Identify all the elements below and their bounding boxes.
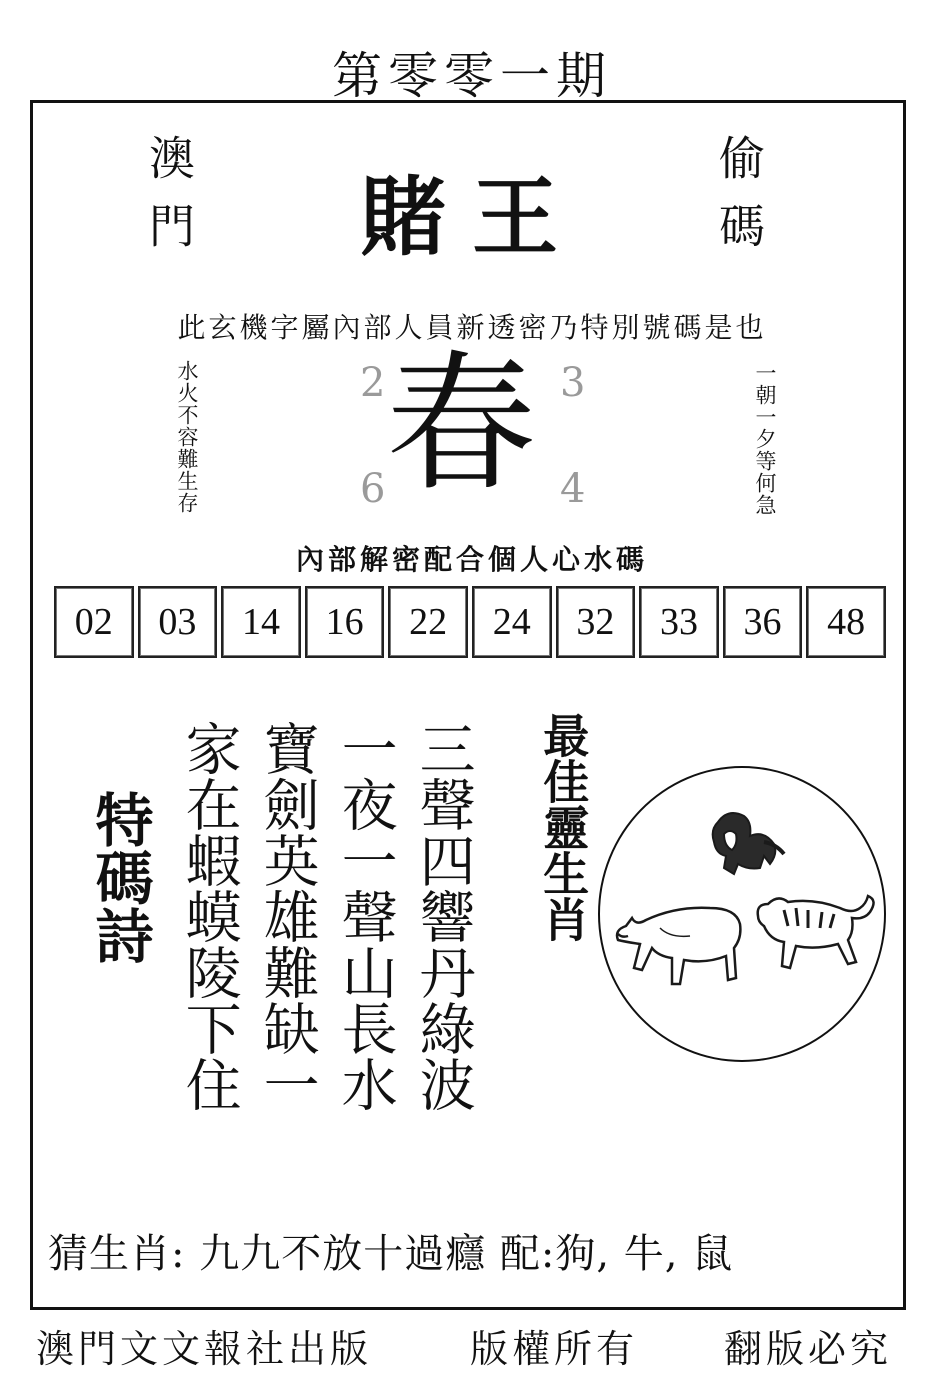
secret-subtitle: 此玄機字屬內部人員新透密乃特別號碼是也 bbox=[177, 311, 767, 344]
publisher-text: 澳門文文報社出版 bbox=[36, 1327, 373, 1371]
decode-label: 內部解密配合個人心水碼 bbox=[295, 543, 648, 576]
macau-vertical-text: 澳門 bbox=[142, 134, 196, 270]
digit-bottom-right: 4 bbox=[560, 466, 586, 512]
number-box: 48 bbox=[806, 586, 886, 658]
number-box: 16 bbox=[305, 586, 385, 658]
number-box: 02 bbox=[54, 586, 134, 658]
number-row bbox=[54, 586, 886, 658]
guess-zodiac-line: 猜生肖: 九九不放十過癮 配:狗, 牛, 鼠 bbox=[48, 1231, 734, 1277]
best-zodiac-label: 最佳靈生肖 bbox=[536, 712, 591, 942]
number-box: 32 bbox=[556, 586, 636, 658]
number-box: 14 bbox=[221, 586, 301, 658]
content-frame bbox=[30, 100, 906, 1310]
piracy-warning-text: 翻版必究 bbox=[724, 1327, 893, 1371]
digit-top-right: 3 bbox=[560, 360, 586, 406]
left-small-verse: 水火不容難生存 bbox=[175, 360, 199, 514]
number-box: 36 bbox=[723, 586, 803, 658]
digit-bottom-left: 6 bbox=[360, 466, 386, 512]
right-small-verse: 一朝一夕等何急 bbox=[753, 362, 777, 516]
copyright-text: 版權所有 bbox=[470, 1327, 639, 1371]
poem-label: 特碼詩 bbox=[85, 790, 154, 964]
number-box: 03 bbox=[138, 586, 218, 658]
center-character: 春 bbox=[386, 338, 537, 512]
poem-line-1: 三聲四響丹綠波 bbox=[410, 720, 476, 1112]
number-box: 33 bbox=[639, 586, 719, 658]
number-box: 24 bbox=[472, 586, 552, 658]
main-title: 賭王 bbox=[360, 168, 584, 268]
number-box: 22 bbox=[388, 586, 468, 658]
tiger-ox-dog-painting-icon bbox=[600, 768, 884, 1060]
poem-line-3: 寶劍英雄難缺一 bbox=[254, 720, 320, 1112]
digit-top-left: 2 bbox=[360, 360, 386, 406]
issue-title: 第零零一期 bbox=[332, 47, 612, 105]
poem-line-4: 家在蝦蟆陵下住 bbox=[176, 720, 242, 1112]
poem-line-2: 一夜一聲山長水 bbox=[332, 720, 398, 1112]
zodiac-animals-circle bbox=[598, 766, 886, 1062]
stolen-code-vertical-text: 偷碼 bbox=[712, 134, 766, 270]
